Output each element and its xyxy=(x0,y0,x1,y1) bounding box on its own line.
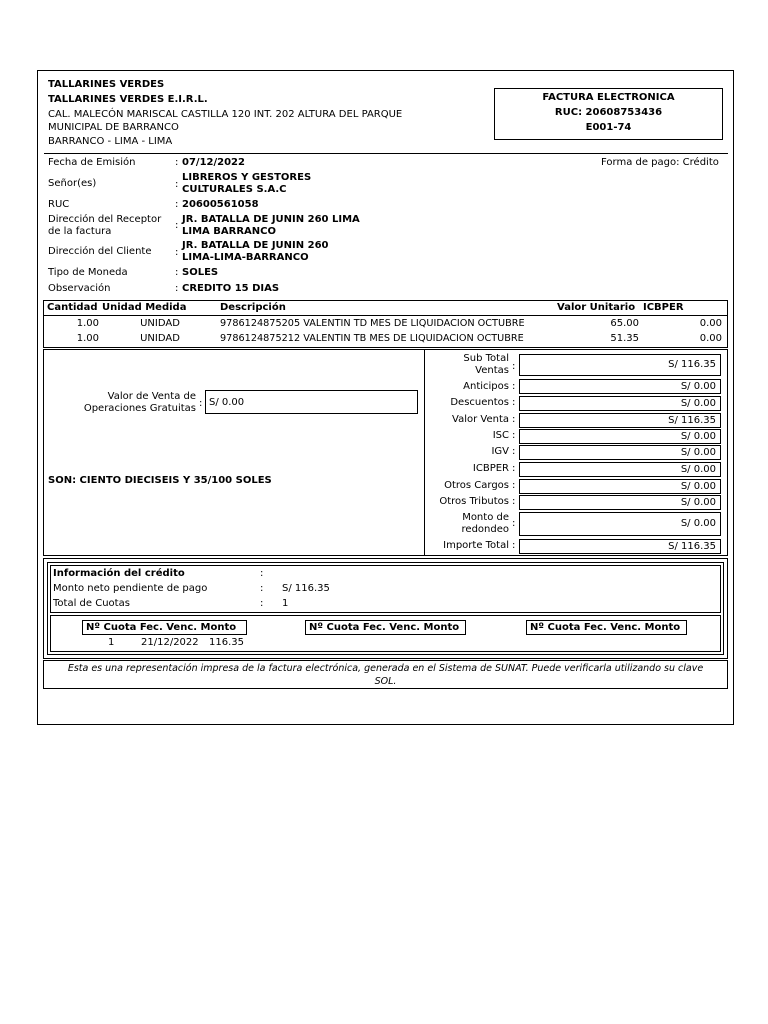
credit-monto-value: S/ 116.35 xyxy=(282,583,330,594)
colon: : xyxy=(512,540,516,551)
total-label: Monto de xyxy=(462,512,509,523)
dir-receptor-value-1: JR. BATALLA DE JUNIN 260 LIMA xyxy=(182,214,360,225)
total-value: S/ 0.00 xyxy=(519,396,721,411)
divider-header xyxy=(44,153,728,154)
colon: : xyxy=(512,414,516,425)
total-label: ISC xyxy=(492,430,509,441)
row-valor-unitario: 65.00 xyxy=(610,318,639,329)
total-label: Valor Venta xyxy=(452,414,509,425)
colon: : xyxy=(512,430,516,441)
colon: : xyxy=(260,598,264,609)
row-cantidad: 1.00 xyxy=(76,318,99,329)
row-descripcion: 9786124875205 VALENTIN TD MES DE LIQUIDACION OCTUBRE xyxy=(220,318,525,329)
total-value: S/ 0.00 xyxy=(519,429,721,444)
items-header-divider xyxy=(43,315,728,316)
colon: : xyxy=(512,480,516,491)
invoice-ruc: RUC: 20608753436 xyxy=(554,107,663,118)
colon: : xyxy=(199,398,203,409)
colon: : xyxy=(175,267,179,278)
total-value: S/ 116.35 xyxy=(519,413,721,428)
row-valor-unitario: 51.35 xyxy=(610,333,639,344)
colon: : xyxy=(512,496,516,507)
fecha-value: 07/12/2022 xyxy=(182,157,245,168)
cuota-header-text: Nº Cuota Fec. Venc. Monto xyxy=(309,622,460,633)
total-value: S/ 0.00 xyxy=(519,495,721,510)
total-label: Otros Tributos xyxy=(439,496,509,507)
credit-monto-label: Monto neto pendiente de pago xyxy=(53,583,208,594)
total-value: S/ 116.35 xyxy=(519,539,721,554)
col-icbper-header: ICBPER xyxy=(643,302,684,313)
row-icbper: 0.00 xyxy=(699,318,722,329)
amount-in-words: SON: CIENTO DIECISEIS Y 35/100 SOLES xyxy=(48,475,272,486)
colon: : xyxy=(175,199,179,210)
invoice-title: FACTURA ELECTRONICA xyxy=(542,92,675,103)
dir-cliente-label: Dirección del Cliente xyxy=(48,246,152,257)
total-label: IGV xyxy=(491,446,509,457)
company-address-2: MUNICIPAL DE BARRANCO xyxy=(48,122,179,133)
credit-cuotas-label: Total de Cuotas xyxy=(53,598,130,609)
observacion-label: Observación xyxy=(48,283,111,294)
invoice-number: E001-74 xyxy=(585,122,632,133)
cuota-header-text: Nº Cuota Fec. Venc. Monto xyxy=(530,622,681,633)
footer-note-line-2: SOL. xyxy=(374,676,397,687)
total-label: Otros Cargos xyxy=(444,480,509,491)
company-address-1: CAL. MALECÓN MARISCAL CASTILLA 120 INT. 202 ALTURA DEL PARQUE xyxy=(48,109,403,120)
dir-receptor-label-2: de la factura xyxy=(48,226,112,237)
fecha-label: Fecha de Emisión xyxy=(48,157,136,168)
colon: : xyxy=(512,397,516,408)
cuota-numero: 1 xyxy=(108,637,115,648)
credit-title: Información del crédito xyxy=(53,568,185,579)
moneda-value: SOLES xyxy=(182,267,219,278)
total-label: ICBPER xyxy=(472,463,509,474)
cuota-fecha: 21/12/2022 xyxy=(141,637,199,648)
row-unidad: UNIDAD xyxy=(140,333,180,344)
row-icbper: 0.00 xyxy=(699,333,722,344)
total-label: Ventas xyxy=(475,365,509,376)
total-value: S/ 0.00 xyxy=(519,462,721,477)
ruc-label: RUC xyxy=(48,199,70,210)
moneda-label: Tipo de Moneda xyxy=(48,267,128,278)
row-cantidad: 1.00 xyxy=(76,333,99,344)
col-descripcion-header: Descripción xyxy=(220,302,286,313)
total-label: Anticipos xyxy=(463,381,509,392)
footer-note-line-1: Esta es una representación impresa de la factura electrónica, generada en el Sistema de SUNAT. Puede verificarla utilizando su clave xyxy=(67,663,704,674)
colon: : xyxy=(175,247,179,258)
company-name: TALLARINES VERDES xyxy=(48,79,165,90)
ruc-value: 20600561058 xyxy=(182,199,259,210)
total-value: S/ 0.00 xyxy=(519,479,721,494)
colon: : xyxy=(512,518,516,529)
total-label: Importe Total xyxy=(443,540,509,551)
total-value: S/ 0.00 xyxy=(519,512,721,536)
colon: : xyxy=(260,568,264,579)
cuota-monto: 116.35 xyxy=(209,637,244,648)
colon: : xyxy=(175,283,179,294)
observacion-value: CREDITO 15 DIAS xyxy=(182,283,280,294)
row-descripcion: 9786124875212 VALENTIN TB MES DE LIQUIDACION OCTUBRE xyxy=(220,333,524,344)
dir-cliente-value-1: JR. BATALLA DE JUNIN 260 xyxy=(182,240,329,251)
colon: : xyxy=(512,446,516,457)
colon: : xyxy=(260,583,264,594)
total-label: Sub Total xyxy=(463,353,509,364)
total-value: S/ 0.00 xyxy=(519,445,721,460)
col-valor-unitario-header: Valor Unitario xyxy=(557,302,636,313)
gratuitas-label-1: Valor de Venta de xyxy=(107,391,196,402)
col-cantidad-header: Cantidad xyxy=(47,302,98,313)
colon: : xyxy=(512,361,516,372)
total-label: redondeo xyxy=(461,524,509,535)
senor-value-2: CULTURALES S.A.C xyxy=(182,184,287,195)
total-value: S/ 0.00 xyxy=(519,379,721,394)
colon: : xyxy=(175,220,179,231)
colon: : xyxy=(512,463,516,474)
total-label: Descuentos xyxy=(450,397,509,408)
colon: : xyxy=(175,179,179,190)
colon: : xyxy=(175,157,179,168)
gratuitas-label-2: Operaciones Gratuitas xyxy=(83,403,196,414)
gratuitas-value: S/ 0.00 xyxy=(209,397,245,408)
colon: : xyxy=(512,381,516,392)
senor-value-1: LIBREROS Y GESTORES xyxy=(182,172,312,183)
company-legal-name: TALLARINES VERDES E.I.R.L. xyxy=(48,94,208,105)
credit-cuotas-value: 1 xyxy=(282,598,289,609)
dir-receptor-value-2: LIMA BARRANCO xyxy=(182,226,276,237)
col-unidad-header: Unidad Medida xyxy=(102,302,187,313)
total-value: S/ 116.35 xyxy=(519,354,721,376)
cuota-header-text: Nº Cuota Fec. Venc. Monto xyxy=(86,622,237,633)
dir-receptor-label-1: Dirección del Receptor xyxy=(48,214,162,225)
dir-cliente-value-2: LIMA-LIMA-BARRANCO xyxy=(182,252,309,263)
forma-pago: Forma de pago: Crédito xyxy=(601,157,719,168)
senor-label: Señor(es) xyxy=(48,178,97,189)
company-address-3: BARRANCO - LIMA - LIMA xyxy=(48,136,173,147)
row-unidad: UNIDAD xyxy=(140,318,180,329)
